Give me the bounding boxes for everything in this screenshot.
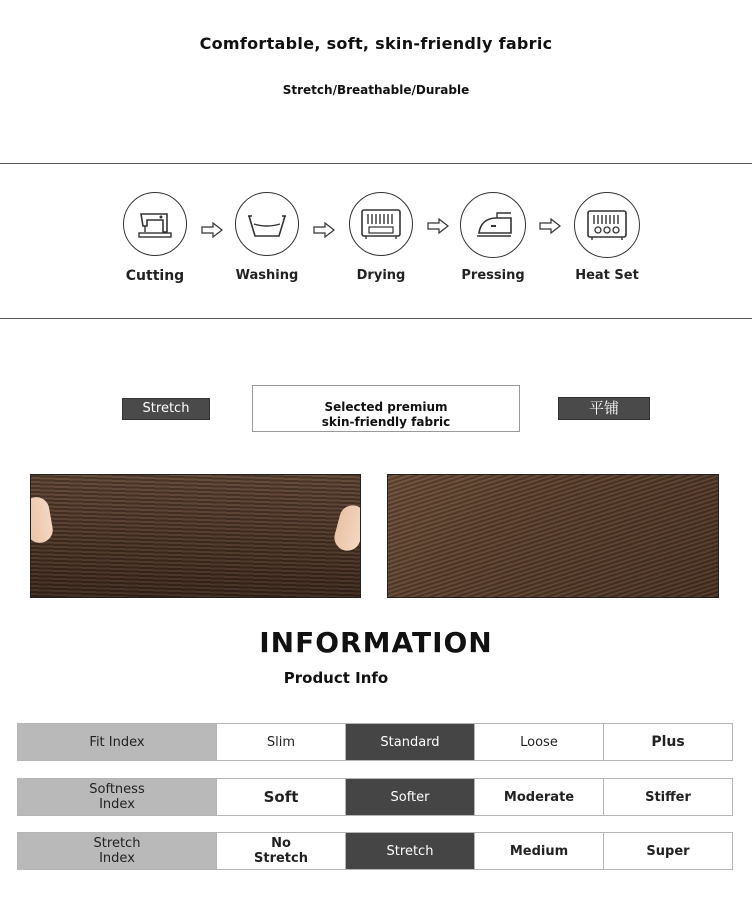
headline: Comfortable, soft, skin-friendly fabric [199,34,553,53]
step-label-drying: Drying [356,268,406,283]
stretch-index-row [17,832,733,870]
process-step-cutting [114,192,196,284]
heater-icon [574,192,640,258]
fit-index-label: Fit Index [18,724,217,761]
stretch-option-no-stretch: No Stretch [217,833,346,870]
step-label-cutting: Cutting [125,268,185,284]
softness-index-row [17,778,733,816]
stretch-index-label: Stretch Index [18,833,217,870]
stretch-option-stretch: Stretch [346,833,475,870]
fit-option-plus: Plus [604,724,733,761]
information-title: INFORMATION [259,626,493,659]
divider-top [0,163,752,164]
softness-option-moderate: Moderate [475,779,604,816]
wash-basin-icon [235,192,299,256]
step-label-heat-set: Heat Set [575,268,639,283]
premium-line-1: Selected premium [324,400,448,414]
premium-line-2: skin-friendly fabric [321,415,451,429]
step-label-pressing: Pressing [461,268,525,283]
fit-option-loose: Loose [475,724,604,761]
softness-index-label: Softness Index [18,779,217,816]
arrow-right-icon [539,218,561,234]
process-step-drying [340,192,422,283]
step-label-washing: Washing [235,268,299,283]
product-info-subtitle: Product Info [283,669,389,687]
flat-lay-tag: 平铺 [559,398,649,419]
divider-bottom [0,318,752,319]
subline: Stretch/Breathable/Durable [282,83,470,97]
sewing-machine-icon [123,192,187,256]
process-step-heat-set [564,192,650,283]
arrow-right-icon [313,222,335,238]
finger-right [331,502,361,553]
finger-left [30,495,55,545]
arrow-right-icon [427,218,449,234]
stretch-option-super: Super [604,833,733,870]
dryer-icon [349,192,413,256]
fit-index-row [17,723,733,761]
iron-icon [460,192,526,258]
softness-option-softer: Softer [346,779,475,816]
process-step-washing [226,192,308,283]
process-step-pressing [451,192,535,283]
premium-fabric-box [252,385,520,432]
arrow-right-icon [201,222,223,238]
stretch-tag: Stretch [123,399,209,419]
fit-option-standard: Standard [346,724,475,761]
fabric-flat-photo [387,474,719,598]
fit-option-slim: Slim [217,724,346,761]
fabric-stretch-photo [30,474,361,598]
stretch-option-medium: Medium [475,833,604,870]
softness-option-stiffer: Stiffer [604,779,733,816]
softness-option-soft: Soft [217,779,346,816]
